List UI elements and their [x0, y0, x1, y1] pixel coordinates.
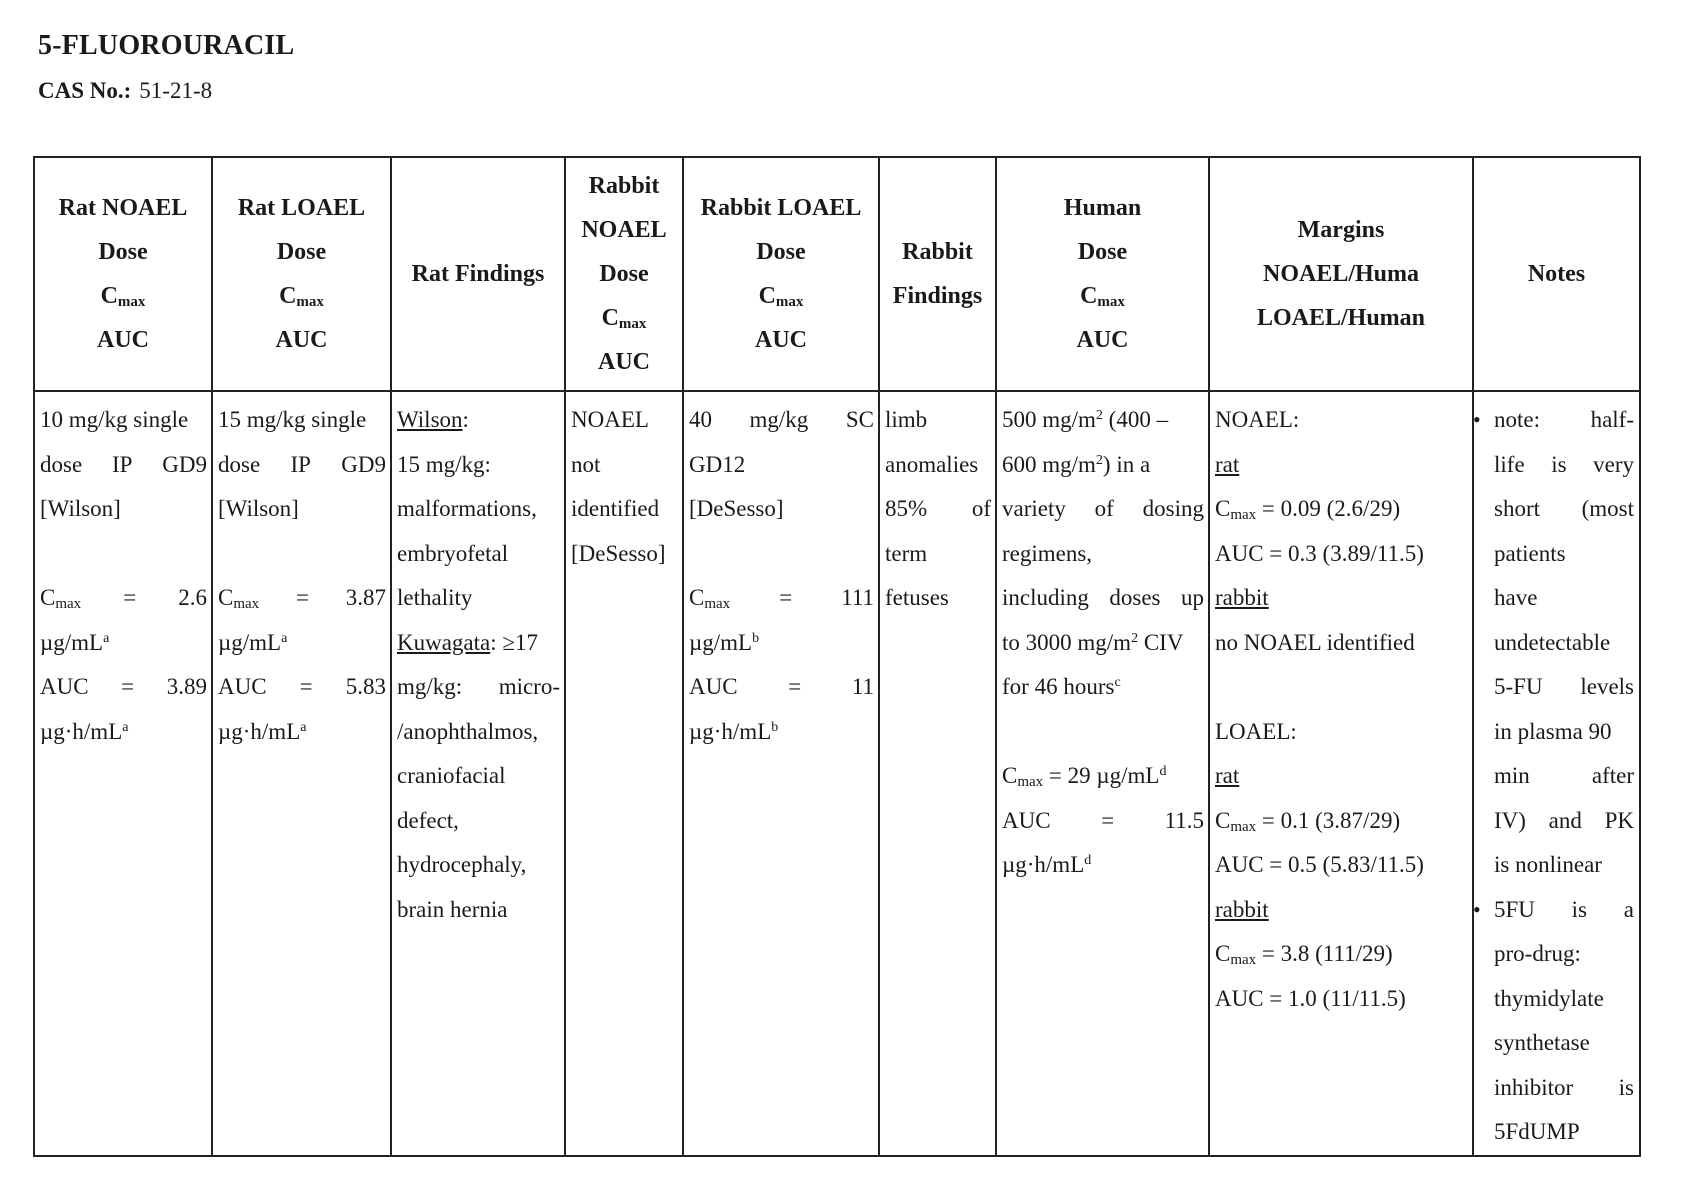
header-row [34, 157, 1640, 391]
header-notes: Notes [1473, 157, 1640, 391]
cell-rabbit-loael: 40 mg/kg SC GD12 [DeSesso] $C_{max}$ = 111 $\mu g/mL^b$ AUC = 11 $\mu g\cdot h/mL^b$ [683, 391, 879, 1156]
header-rabbit-loael: Rabbit LOAEL Dose $C_{max}$ AUC [683, 157, 879, 391]
cell-rabbit-noael: NOAEL not identified [DeSesso] [565, 391, 683, 1156]
cas-value: 51-21-8 [139, 78, 213, 103]
header-rat-findings: Rat Findings [391, 157, 565, 391]
header-rabbit-findings: Rabbit Findings [879, 157, 996, 391]
cas-number [38, 78, 212, 104]
toxicity-table [33, 156, 1641, 1157]
notes-list [1476, 398, 1634, 1155]
table-row [34, 391, 1640, 1156]
cell-human: 500 $mg/m^2$ (400 – 600 $mg/m^2$) in a variety of dosing regimens, including doses up to 3000 $mg/m^2$ CIV for 46 hours$^c$ $C_{max} = 29$ $\mu g/mL^d$ AUC = 11.5 $\mu g\cdot h/mL^d$ [996, 391, 1209, 1156]
header-rat-noael: Rat NOAEL Dose $C_{max}$ AUC [34, 157, 212, 391]
cell-rat-loael: 15 mg/kg single dose IP GD9 [Wilson] $C_{max}$ = 3.87 $\mu g/mL^a$ AUC = 5.83 $\mu g\cdot h/mL^a$ [212, 391, 391, 1156]
note-item: • 5FU is a pro-drug: thymidylate synthetase inhibitor is 5FdUMP [1476, 888, 1634, 1155]
header-rat-loael: Rat LOAEL Dose $C_{max}$ AUC [212, 157, 391, 391]
header-margins: Margins NOAEL/Huma LOAEL/Human [1209, 157, 1473, 391]
cell-rat-noael: 10 mg/kg single dose IP GD9 [Wilson] $C_{max}$ = 2.6 $\mu g/mL^a$ AUC = 3.89 $\mu g\cdot h/mL^a$ [34, 391, 212, 1156]
header-human: Human Dose $C_{max}$ AUC [996, 157, 1209, 391]
document-title: 5-FLUOROURACIL [38, 30, 295, 61]
note-item: • note: half- life is very short (most patients have undetectable 5-FU levels in plasma 90 min after IV) and PK is nonlinear [1476, 398, 1634, 888]
cell-rabbit-findings: limb anomalies 85% of term fetuses [879, 391, 996, 1156]
cell-margins: NOAEL: rat $C_{max} = 0.09$ (2.6/29) AUC = 0.3 (3.89/11.5) rabbit no NOAEL identified LOAEL: rat $C_{max} = 0.1$ (3.87/29) AUC = 0.5 (5.83/11.5) rabbit $C_{max} = 3.8$ (111/29) AUC = 1.0 (11/11.5) [1209, 391, 1473, 1156]
cell-notes [1473, 391, 1640, 1156]
cell-rat-findings: Wilson: 15 mg/kg: malformations, embryofetal lethality Kuwagata: ≥17 mg/kg: micro- /anophthalmos, craniofacial defect, hydrocephaly, brain hernia [391, 391, 565, 1156]
cas-label: CAS No.: [38, 78, 132, 103]
header-rabbit-noael: Rabbit NOAEL Dose $C_{max}$ AUC [565, 157, 683, 391]
